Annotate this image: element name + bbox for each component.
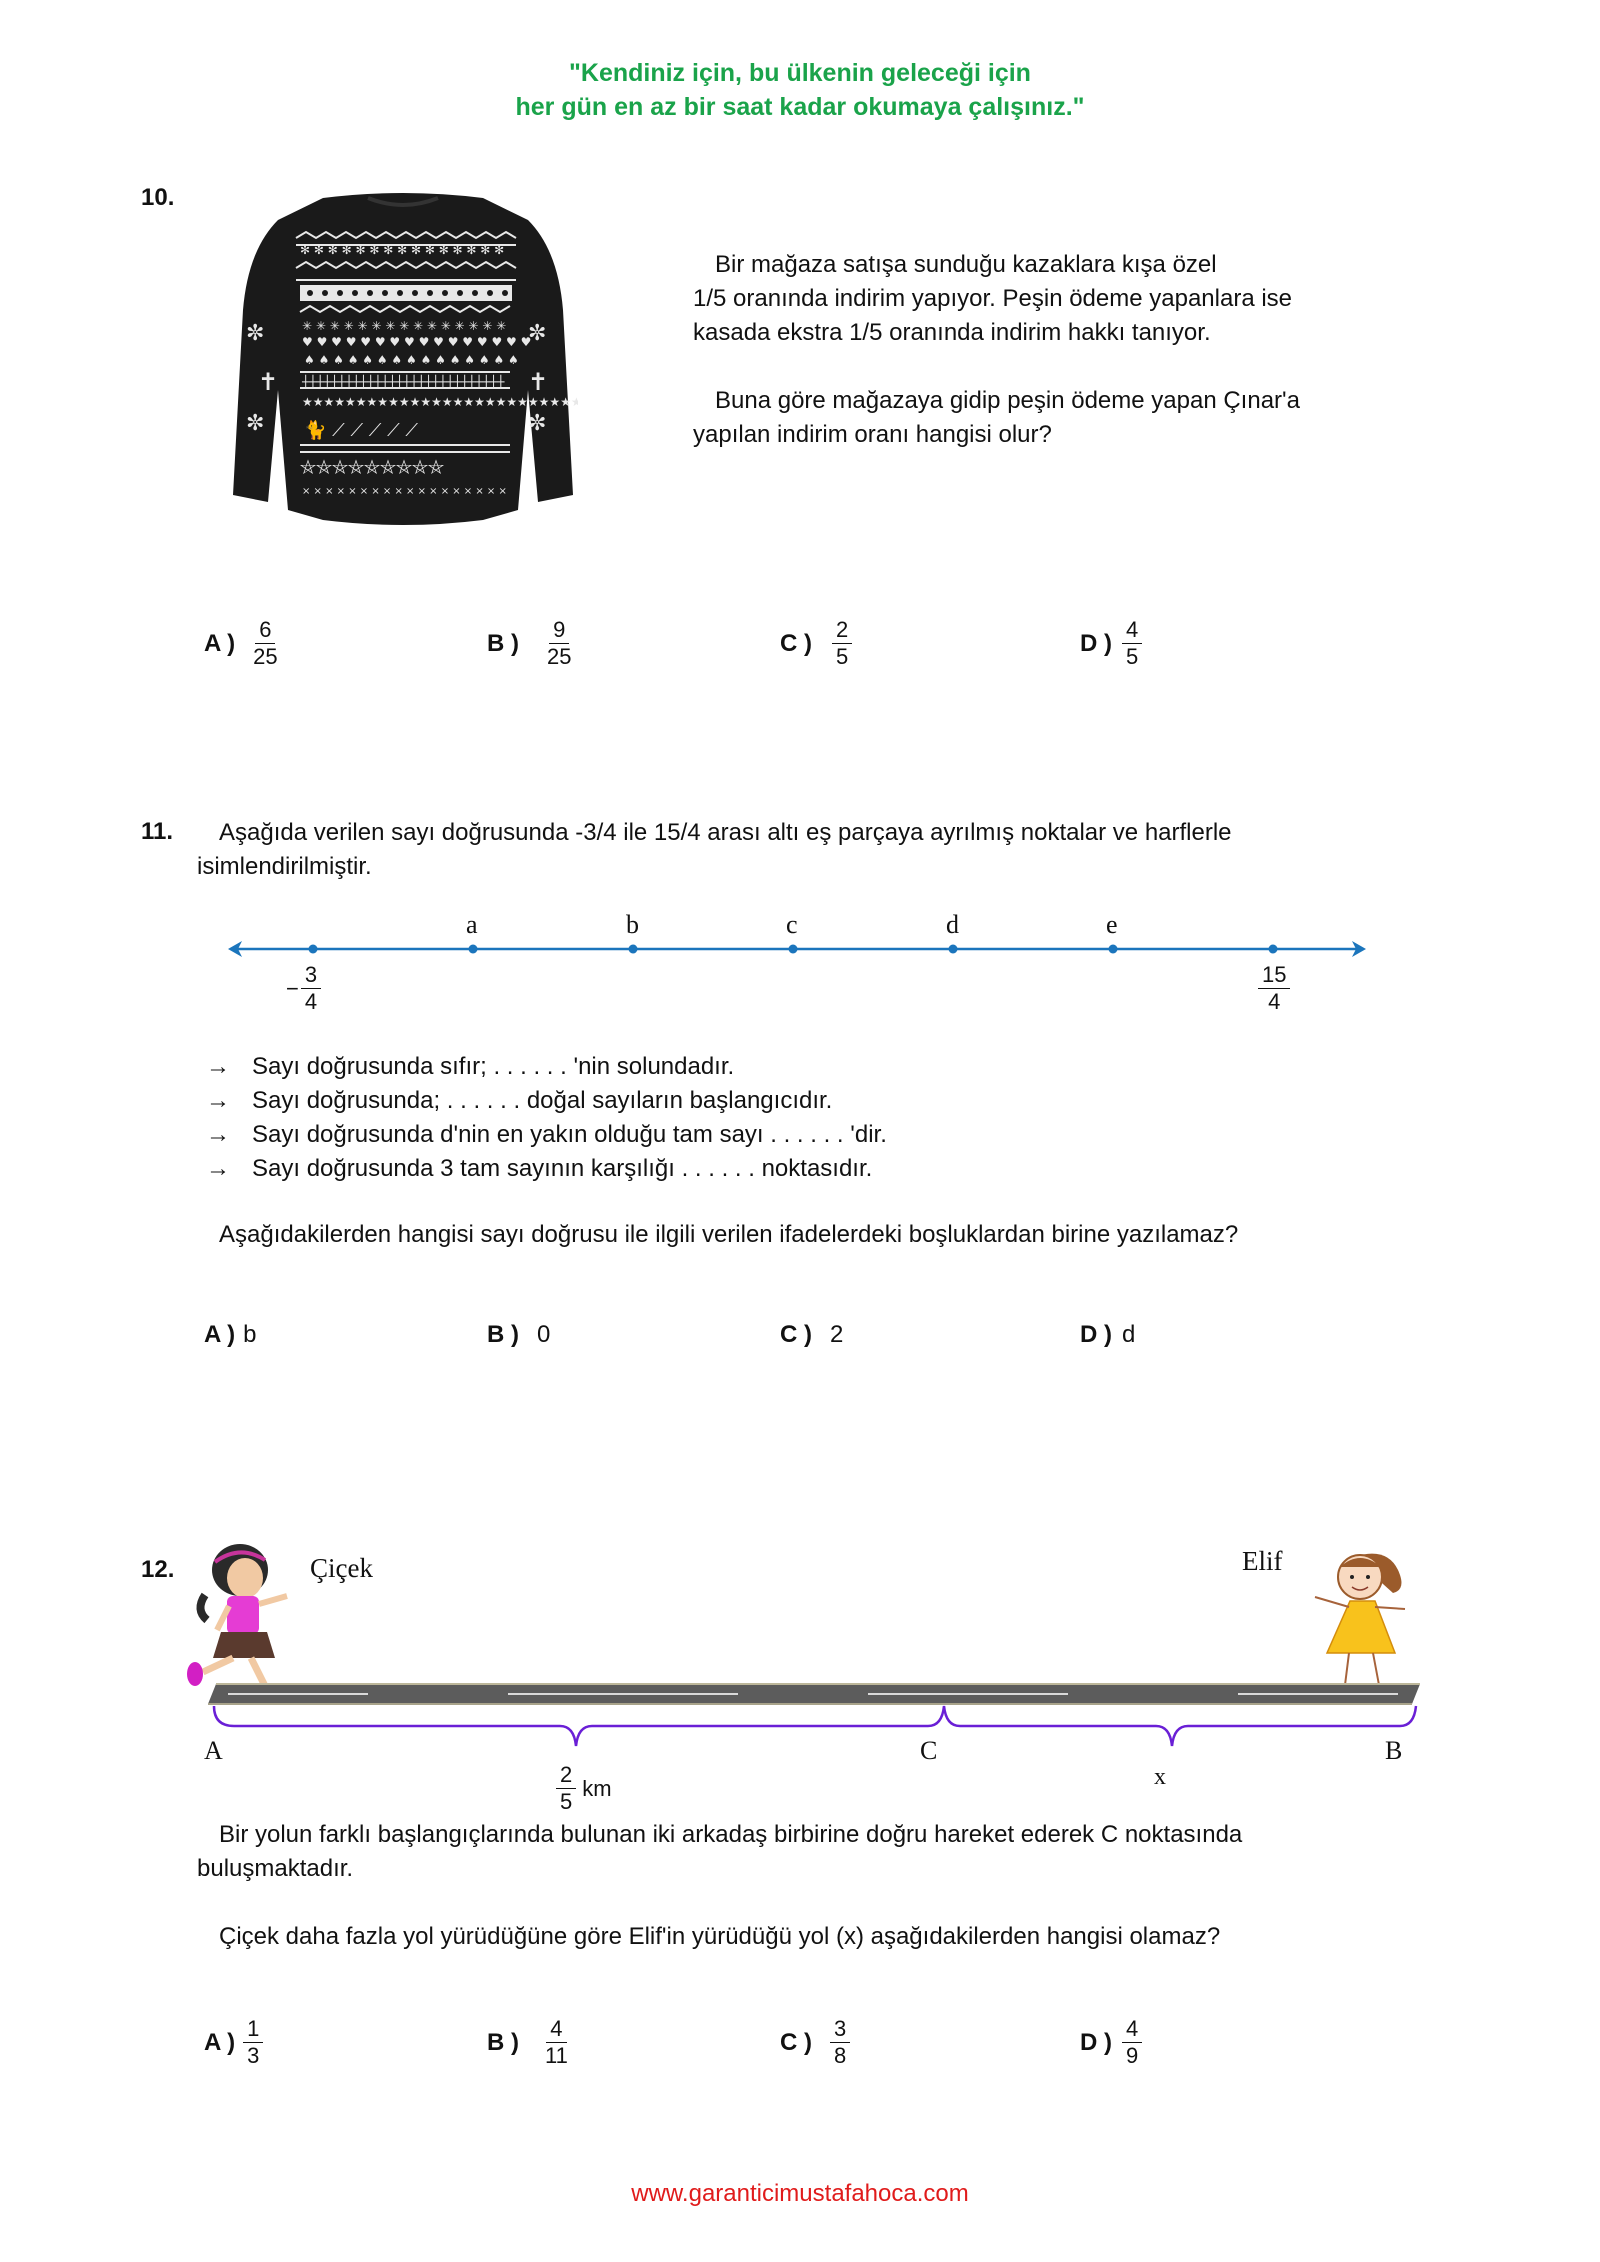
option-letter: B ) [487, 629, 519, 657]
q10-option-c[interactable] [780, 617, 852, 670]
standing-girl-elif-image [1305, 1545, 1415, 1695]
statement-2: → Sayı doğrusunda; . . . . . . doğal sayıların başlangıcıdır. [206, 1087, 833, 1114]
number-line [228, 905, 1368, 1035]
q11-intro [197, 816, 1417, 884]
svg-text:✼: ✼ [246, 321, 265, 346]
svg-text:★★★★★★★★★★★★★★★★★★★★★★★★★★: ★★★★★★★★★★★★★★★★★★★★★★★★★★ [302, 395, 578, 409]
q11-question: Aşağıdakilerden hangisi sayı doğrusu ile ilgili verilen ifadelerdeki boşluklardan birine yazılamaz? [219, 1221, 1239, 1248]
q12-text-line1: Bir yolun farklı başlangıçlarında bulunan iki arkadaş birbirine doğru hareket ederek C noktasında [219, 1821, 1243, 1848]
question-10-text [693, 248, 1413, 452]
right-endpoint-label: $\frac{15}{4}$ [1258, 962, 1290, 1015]
q11-statements [206, 1050, 1306, 1186]
statement-1: → Sayı doğrusunda sıfır; . . . . . . 'nin solundadır. [206, 1053, 735, 1080]
q10-option-b[interactable] [487, 617, 575, 670]
q11-option-c[interactable]: C ) 2 [780, 1321, 844, 1348]
fraction: $\frac{4}{9}$ [1122, 2016, 1142, 2069]
q10-paragraph1-line2: 1/5 oranında indirim yapıyor. Peşin ödeme yapanlara ise [693, 285, 1293, 312]
q10-option-d[interactable] [1080, 617, 1142, 670]
question-11-number: 11. [141, 818, 174, 845]
running-girl-cicek-image [185, 1540, 315, 1700]
q11-option-d[interactable]: D ) d [1080, 1321, 1136, 1348]
name-elif: Elif [1242, 1546, 1283, 1576]
point-label-c: c [786, 910, 798, 939]
point-label-d: d [946, 910, 959, 939]
option-letter: A ) [204, 629, 236, 657]
svg-text:♠ ♠ ♠ ♠ ♠ ♠ ♠ ♠ ♠ ♠ ♠ ♠ ♠ ♠ ♠: ♠ ♠ ♠ ♠ ♠ ♠ ♠ ♠ ♠ ♠ ♠ ♠ ♠ ♠ ♠ [304, 353, 519, 367]
q12-option-b[interactable]: B ) $\frac{4}{11}$ [487, 2016, 572, 2069]
q11-option-b[interactable]: B ) 0 [487, 1321, 551, 1348]
svg-text:× × × × × × × × × × × × × × ×: × × × × × × × × × × × × × × × × × × [302, 486, 507, 497]
motto-line-1: "Kendiniz için, bu ülkenin geleceği için [569, 59, 1031, 87]
footer-url-link[interactable]: www.garanticimustafahoca.com [631, 2180, 969, 2207]
statement-4: → Sayı doğrusunda 3 tam sayının karşılığı . . . . . . noktasıdır. [206, 1155, 873, 1182]
q12-option-c[interactable]: C ) $\frac{3}{8}$ [780, 2016, 850, 2069]
motto [0, 56, 1600, 124]
fraction: $\frac{6}{25}$ [253, 617, 278, 669]
motto-line-2: her gün en az bir saat kadar okumaya çalışınız." [515, 93, 1085, 121]
point-label-b: b [626, 910, 639, 939]
q10-paragraph1-line1: Bir mağaza satışa sunduğu kazaklara kışa özel [715, 251, 1217, 278]
svg-text:✻ ✻ ✻ ✻ ✻ ✻ ✻ ✻ ✻ ✻ ✻ ✻ ✻ ✻ ✻: ✻ ✻ ✻ ✻ ✻ ✻ ✻ ✻ ✻ ✻ ✻ ✻ ✻ ✻ ✻ [300, 243, 505, 257]
distance-brackets [210, 1700, 1420, 1750]
svg-text:✝: ✝ [258, 368, 279, 396]
q12-option-a[interactable]: A ) $\frac{1}{3}$ [204, 2016, 263, 2069]
q10-paragraph2-line2: yapılan indirim oranı hangisi olur? [693, 421, 1052, 448]
q12-text-line2: buluşmaktadır. [197, 1855, 354, 1882]
q11-option-a[interactable]: A ) b [204, 1321, 257, 1348]
point-label-a: a [466, 910, 478, 939]
svg-text:✼: ✼ [528, 411, 547, 436]
point-label-e: e [1106, 910, 1118, 939]
fraction: $\frac{4}{5}$ [1122, 617, 1142, 670]
left-endpoint-label: − $\frac{3}{4}$ [286, 962, 321, 1015]
segment-cb-label: x [1154, 1764, 1166, 1790]
sweater-image [228, 190, 578, 535]
svg-text:🐈 ⟋ ⟋ ⟋ ⟋ ⟋: 🐈 ⟋ ⟋ ⟋ ⟋ ⟋ [304, 420, 419, 441]
svg-text:♥ ♥ ♥ ♥ ♥ ♥ ♥ ♥ ♥ ♥ ♥ ♥ ♥ ♥ ♥: ♥ ♥ ♥ ♥ ♥ ♥ ♥ ♥ ♥ ♥ ♥ ♥ ♥ ♥ ♥ ♥ [302, 335, 532, 349]
svg-text:┼┼┼┼┼┼┼┼┼┼┼┼┼┼┼┼┼┼┼┼┼┼┼┼┼┼┼┼: ┼┼┼┼┼┼┼┼┼┼┼┼┼┼┼┼┼┼┼┼┼┼┼┼┼┼┼┼ [302, 375, 505, 389]
question-12-number: 12. [141, 1556, 175, 1583]
fraction: $\frac{3}{8}$ [830, 2016, 850, 2069]
segment-ac-label: $\frac{2}{5}$ km [556, 1762, 612, 1815]
q12-text [197, 1818, 1417, 1954]
q12-option-d[interactable]: D ) $\frac{4}{9}$ [1080, 2016, 1142, 2069]
point-a-label: A [204, 1736, 223, 1765]
statement-3: → Sayı doğrusunda d'nin en yakın olduğu tam sayı . . . . . . 'dir. [206, 1121, 887, 1148]
question-10-number: 10. [141, 184, 175, 211]
option-letter: D ) [1080, 629, 1112, 657]
option-letter: C ) [780, 629, 812, 657]
q11-intro-line1: Aşağıda verilen sayı doğrusunda -3/4 ile 15/4 arası altı eş parçaya ayrılmış noktalar ve harflerle [219, 819, 1232, 846]
q12-question: Çiçek daha fazla yol yürüdüğüne göre Elif'in yürüdüğü yol (x) aşağıdakilerden hangisi olamaz? [219, 1923, 1221, 1950]
point-c-label: C [920, 1736, 938, 1765]
q10-paragraph1-line3: kasada ekstra 1/5 oranında indirim hakkı tanıyor. [693, 319, 1211, 346]
svg-text:⛤⛤⛤⛤⛤⛤⛤⛤⛤: ⛤⛤⛤⛤⛤⛤⛤⛤⛤ [300, 455, 444, 479]
svg-text:✳ ✳ ✳ ✳ ✳ ✳ ✳ ✳ ✳ ✳ ✳ ✳ ✳ ✳ ✳: ✳ ✳ ✳ ✳ ✳ ✳ ✳ ✳ ✳ ✳ ✳ ✳ ✳ ✳ ✳ [302, 319, 507, 333]
q10-paragraph2-line1: Buna göre mağazaya gidip peşin ödeme yapan Çınar'a [715, 387, 1300, 414]
fraction: $\frac{2}{5}$ [832, 617, 852, 670]
q11-intro-line2: isimlendirilmiştir. [197, 853, 372, 880]
q10-option-a[interactable] [204, 617, 282, 670]
svg-text:✼: ✼ [246, 411, 265, 436]
fraction: $\frac{4}{11}$ [545, 2016, 568, 2068]
name-cicek: Çiçek [310, 1553, 373, 1583]
point-b-label: B [1385, 1736, 1403, 1765]
svg-text:✼: ✼ [528, 321, 547, 346]
svg-text:✝: ✝ [528, 368, 549, 396]
fraction: $\frac{1}{3}$ [243, 2016, 263, 2069]
fraction: $\frac{9}{25}$ [547, 617, 572, 669]
